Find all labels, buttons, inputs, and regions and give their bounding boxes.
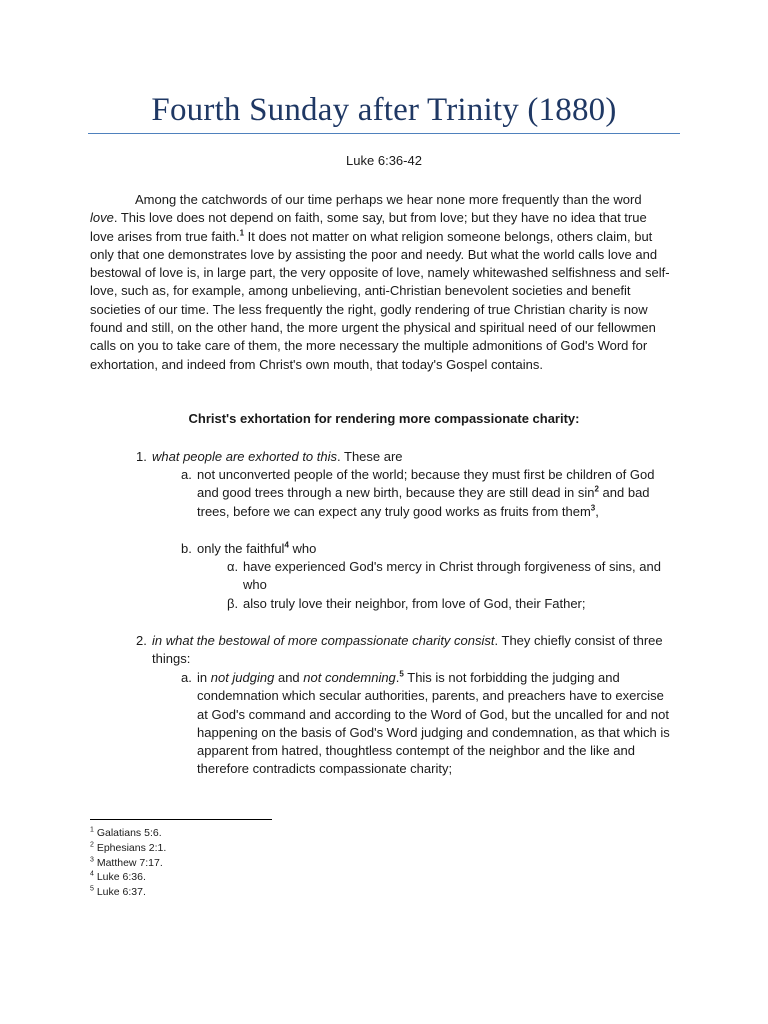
footnotes [90,826,166,900]
subitem-2a-and: and [274,670,304,685]
outline-item-1-number: 1. [136,449,147,464]
subitem-2a-letter: a. [181,670,192,685]
footnote-1-text: Galatians 5:6. [96,827,162,839]
footnote-3-number: 3 [90,856,94,864]
footnote-1-number: 1 [90,826,94,834]
subitem-alpha-text: have experienced God's mercy in Christ through forgiveness of sins, and who [243,559,661,593]
footnote-5 [90,885,166,900]
outline-item-2-emphasis: in what the bestowal of more compassionate charity consist [152,633,495,648]
footnote-ref-1[interactable]: 1 [239,228,245,238]
footnote-ref-5[interactable]: 5 [399,669,404,679]
subitem-b-text-1: only the faithful [197,541,285,556]
subitem-a [197,466,669,521]
outline-item-2 [152,632,664,669]
scripture-reference: Luke 6:36-42 [346,153,422,168]
page-title: Fourth Sunday after Trinity (1880) [151,92,617,128]
subitem-2a-in: in [197,670,211,685]
subitem-2a-text: This is not forbidding the judging and condemnation which secular authorities, parents, and preachers have to exercise at God's command and according to the Word of God, but the uncalled for and not happening on the basis of God's Word judging and condemnation, as that which is apparent from hatred, thoughtless contempt of the neighbor and the like and therefore contradicts compassionate charity; [197,670,670,777]
subitem-beta-text: also truly love their neighbor, from love of God, their Father; [243,596,586,611]
subitem-b [197,540,316,558]
subitem-2a-emphasis-1: not judging [210,670,275,685]
footnote-5-text: Luke 6:37. [96,886,146,899]
outline-item-1-emphasis: what people are exhorted to this [152,449,338,464]
footnote-ref-4[interactable]: 4 [284,540,289,550]
title-underline [88,133,680,134]
footnote-ref-2[interactable]: 2 [594,484,599,494]
footnote-4 [90,870,166,885]
footnote-2-number: 2 [90,841,94,849]
subitem-b-text-2: who [288,541,317,556]
outline-item-2-number: 2. [136,633,147,648]
footnote-4-number: 4 [90,870,94,878]
footnote-ref-3[interactable]: 3 [590,503,596,513]
outline-item-1 [152,448,403,466]
intro-text-2: . This love does not depend on faith, some say, but from love; but they have no idea that true love arises from true faith. [90,210,647,244]
section-heading: Christ's exhortation for rendering more compassionate charity: [188,411,580,426]
footnote-separator [90,819,272,820]
subitem-a-text-1: not unconverted people of the world; because they must first be children of God and good trees through a new birth, because they are still dead in sin [197,467,655,501]
subitem-a-text-3: , [595,503,599,519]
footnote-4-text: Luke 6:36. [96,871,146,884]
outline-item-2-text: . They chiefly consist of three things: [152,633,663,667]
footnote-2-text: Ephesians 2:1. [96,841,167,854]
footnote-2 [90,841,166,856]
intro-paragraph [90,191,670,374]
intro-emphasis-love: love [90,210,114,226]
subitem-2a-emphasis-2: not condemning [303,670,396,685]
footnote-1 [90,826,166,841]
outline-item-1-text: . These are [337,449,403,464]
footnote-3-text: Matthew 7:17. [96,856,163,869]
subitem-a-text-2: and bad trees, before we can expect any truly good works as fruits from them [197,485,650,519]
subitem-2a-dot: . [395,670,400,685]
intro-text-3: It does not matter on what religion someone belongs, others claim, but only that one demonstrates love by assisting the poor and needy. But what the world calls love and bestowal of love is, in large part, the very opposite of love, namely whitewashed selfishness and self-love, such as, for example, among unbelieving, anti-Christian benevolent societies and benefit societies of our time. The less frequently the right, godly rendering of true Christian charity is now found and still, on the other hand, the more urgent the physical and spiritual need of our fellowmen calls on you to take care of them, the more necessary the multiple admonitions of God's Word for exhortation, and indeed from Christ's own mouth, that today's Gospel contains. [90,228,670,372]
subitem-a-letter: a. [181,467,192,482]
subitem-b-letter: b. [181,541,192,556]
subitem-2a [197,669,671,779]
intro-text-1: Among the catchwords of our time perhaps we hear none more frequently than the word [135,192,642,207]
footnote-5-number: 5 [90,885,94,893]
subitem-alpha-mark: α. [227,559,239,574]
subitem-beta-mark: β. [227,596,239,611]
footnote-3 [90,856,166,871]
